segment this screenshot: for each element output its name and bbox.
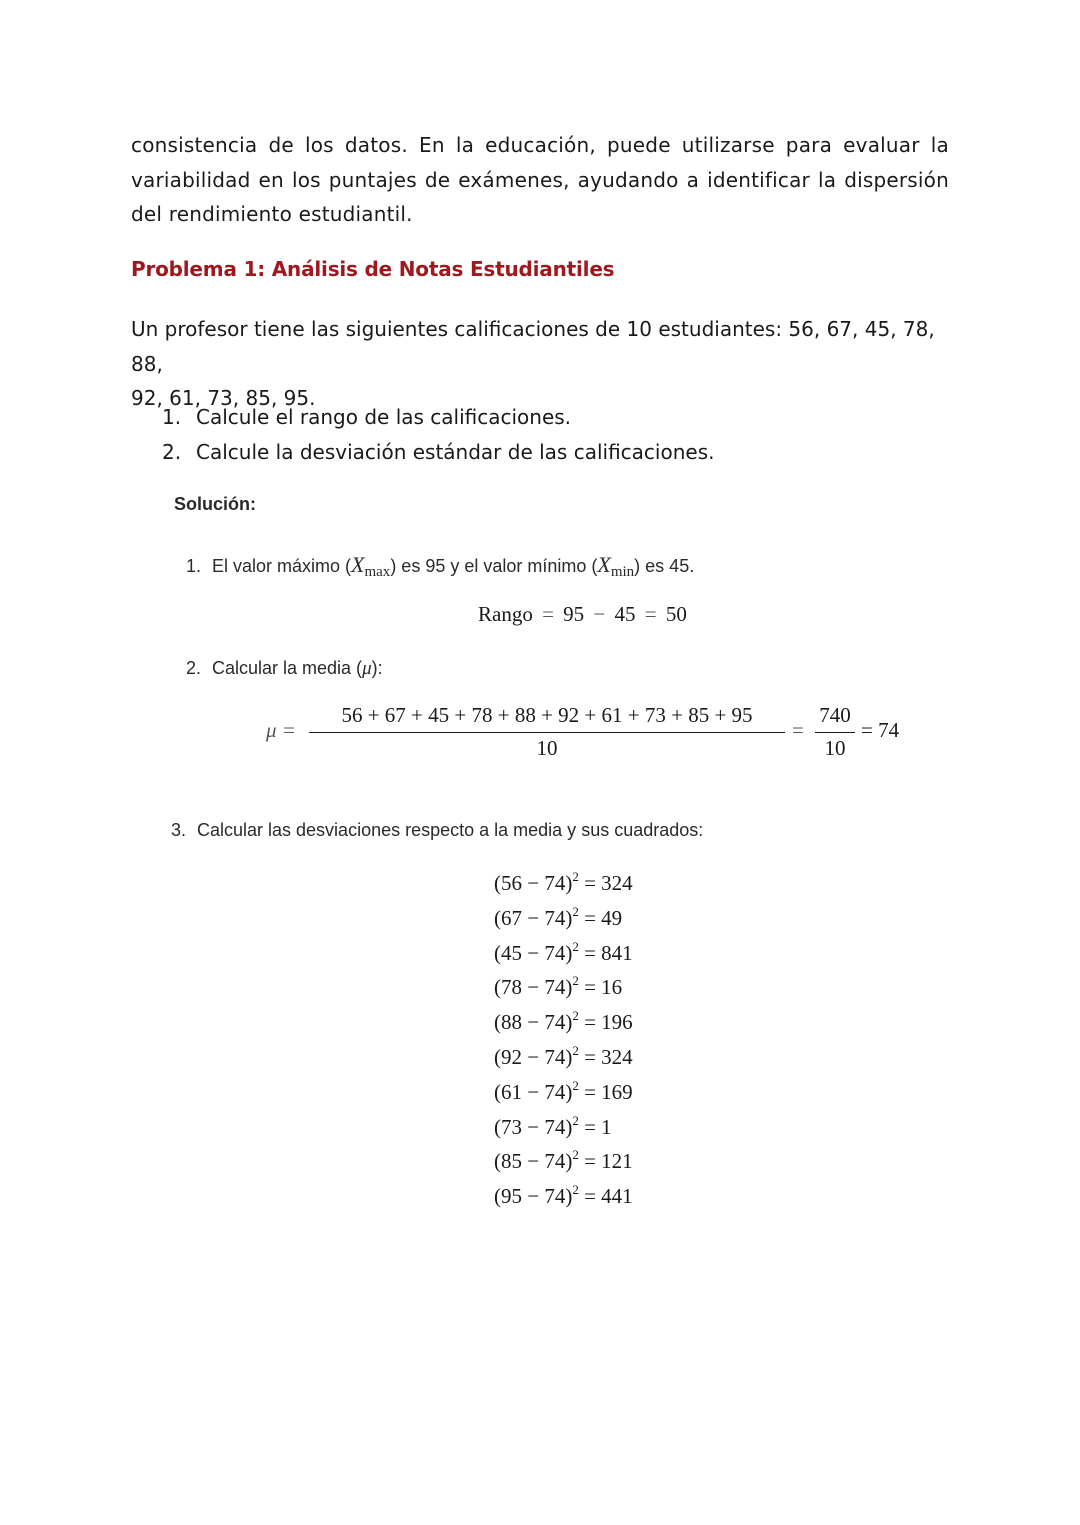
statement-line: Un profesor tiene las siguientes calificaciones de 10 estudiantes: 56, 67, 45, 78, 88, <box>131 317 935 376</box>
deviation-result: = 169 <box>578 1079 633 1104</box>
deviation-result: = 324 <box>578 871 633 895</box>
deviation-base: (61 − 74) <box>494 1079 573 1104</box>
deviation-row <box>494 1005 633 1040</box>
deviation-row <box>494 866 633 901</box>
step-text: ) es 95 y el valor mínimo ( <box>390 556 598 576</box>
deviation-row <box>494 970 633 1005</box>
math-subscript: min <box>610 564 635 580</box>
deviation-row <box>494 1110 633 1145</box>
deviation-base: (92 − 74) <box>494 1044 573 1069</box>
deviation-base: (88 − 74) <box>494 1010 573 1035</box>
mean-fraction <box>309 703 785 761</box>
intro-line: variabilidad en los puntajes de exámenes, ayudando a identificar la dispersión <box>131 167 949 192</box>
equals-sign: = <box>792 718 804 742</box>
task-text: Calcule la desviación estándar de las calificaciones. <box>196 440 715 464</box>
fraction-denominator: 10 <box>536 736 558 760</box>
step-text: ) es 45. <box>634 556 695 576</box>
solution-title: Solución: <box>174 494 256 514</box>
deviation-result: = 121 <box>578 1149 633 1174</box>
deviation-result: = 324 <box>578 1044 633 1069</box>
deviation-base: (73 − 74) <box>494 1114 573 1139</box>
equals-sign: = <box>542 602 554 626</box>
solution-step-3 <box>171 820 703 841</box>
deviation-result: = 16 <box>578 975 623 1000</box>
exponent: 2 <box>572 869 579 884</box>
step-text: El valor máximo ( <box>212 556 352 576</box>
step-number: 1. <box>186 556 202 576</box>
task-number: 2. <box>162 440 182 464</box>
exponent: 2 <box>572 938 579 954</box>
fraction-numerator: 740 <box>819 703 851 727</box>
exponent: 2 <box>572 1182 579 1198</box>
deviation-result: = 441 <box>578 1184 633 1209</box>
squared-deviations-list <box>494 866 633 1214</box>
exponent: 2 <box>572 903 579 919</box>
intro-line: consistencia de los datos. En la educación, puede utilizarse para evaluar la <box>131 133 949 157</box>
deviation-row <box>494 1040 633 1075</box>
fraction-bar <box>815 732 855 733</box>
deviation-row <box>494 901 633 936</box>
fraction-numerator: 56 + 67 + 45 + 78 + 88 + 92 + 61 + 73 + 85 + 95 <box>341 703 753 727</box>
deviation-base: (85 − 74) <box>494 1149 573 1174</box>
exponent: 2 <box>572 973 579 989</box>
range-formula <box>478 602 687 627</box>
step-text: ): <box>371 658 383 678</box>
exponent: 2 <box>572 1042 579 1058</box>
deviation-base: (95 − 74) <box>494 1184 573 1209</box>
step-text: Calcular la media ( <box>212 658 363 678</box>
minus-sign: − <box>593 602 606 626</box>
fraction-denominator: 10 <box>824 736 846 760</box>
step-number: 3. <box>171 820 187 840</box>
deviation-row <box>494 1075 633 1110</box>
mean-lhs: μ = <box>266 718 296 742</box>
fraction-bar <box>309 732 785 733</box>
range-label: Rango <box>478 602 533 626</box>
task-item <box>162 435 714 470</box>
solution-step-2 <box>186 658 383 680</box>
deviation-base: (67 − 74) <box>494 905 573 930</box>
deviation-result: = 1 <box>578 1114 612 1139</box>
range-result: 50 <box>665 602 687 626</box>
intro-line: del rendimiento estudiantil. <box>131 202 413 226</box>
mean-fraction-simplified <box>815 703 855 761</box>
math-variable: X <box>597 552 611 577</box>
deviation-row <box>494 1179 633 1214</box>
equals-sign: = <box>644 602 657 626</box>
math-variable: μ <box>362 658 372 679</box>
intro-paragraph <box>131 128 949 232</box>
problem-heading: Problema 1: Análisis de Notas Estudiantiles <box>131 257 615 281</box>
step-number: 2. <box>186 658 202 678</box>
exponent: 2 <box>572 1112 579 1128</box>
deviation-base: (56 − 74) <box>494 871 573 895</box>
task-number: 1. <box>162 405 182 429</box>
deviation-base: (45 − 74) <box>494 940 573 965</box>
task-item <box>162 400 714 435</box>
math-variable: X <box>351 552 365 577</box>
deviation-row <box>494 936 633 971</box>
range-min: 45 <box>614 602 636 626</box>
exponent: 2 <box>572 1147 579 1163</box>
deviation-result: = 841 <box>578 940 633 965</box>
range-max: 95 <box>563 602 585 626</box>
mean-result: = 74 <box>861 718 900 742</box>
task-text: Calcule el rango de las calificaciones. <box>196 405 572 429</box>
deviation-result: = 49 <box>578 905 623 930</box>
math-subscript: max <box>364 564 391 580</box>
exponent: 2 <box>572 1077 579 1093</box>
deviation-result: = 196 <box>578 1010 633 1035</box>
deviation-row <box>494 1144 633 1179</box>
statement-line: 92, 61, 73, 85, 95. <box>131 386 316 410</box>
solution-step-1 <box>186 552 694 581</box>
exponent: 2 <box>572 1008 579 1024</box>
deviation-base: (78 − 74) <box>494 975 573 1000</box>
step-text: Calcular las desviaciones respecto a la media y sus cuadrados: <box>197 820 704 840</box>
task-list <box>162 400 714 470</box>
